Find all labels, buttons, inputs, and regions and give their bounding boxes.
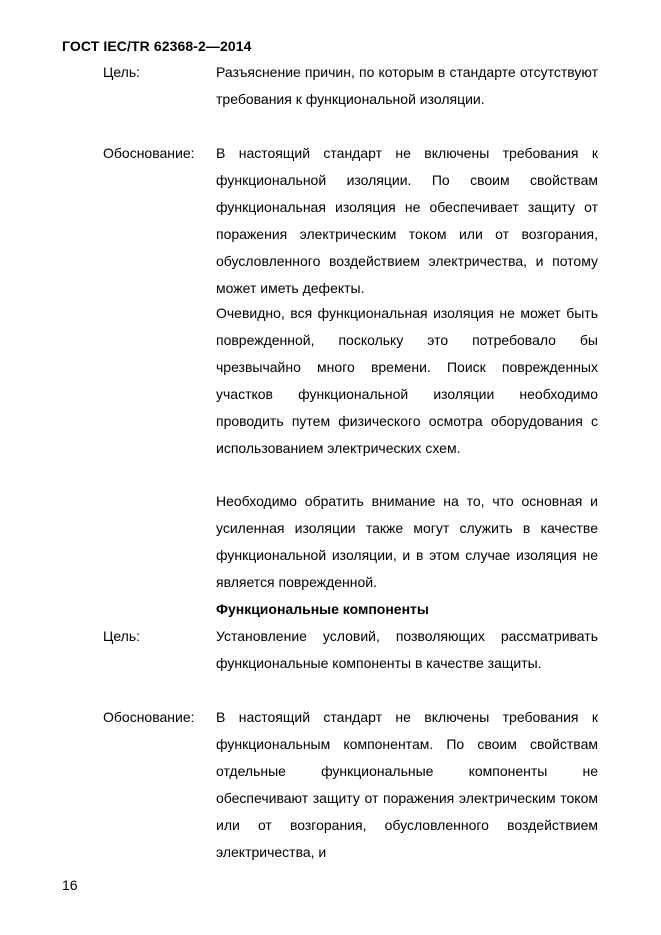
document-header: ГОСТ IEC/TR 62368-2—2014 [62, 38, 252, 54]
goal-text: Разъяснение причин, по которым в стандарте отсутствуют требования к функциональной изоляции. [216, 64, 598, 107]
rationale-paragraph: В настоящий стандарт не включены требования к функциональной изоляции. По своим свойствам функциональная изоляция не обеспечивает защиту от поражения электрическим током или от возгорания, обусловленного воздействием электричества, и потому может иметь дефекты. [216, 145, 598, 296]
section-heading: Функциональные компоненты [216, 601, 429, 617]
goal-label: Цель: [103, 628, 141, 644]
page-number: 16 [62, 877, 78, 893]
rationale-label: Обоснование: [103, 709, 195, 725]
rationale-label: Обоснование: [103, 145, 195, 161]
rationale-paragraph: Необходимо обратить внимание на то, что основная и усиленная изоляции также могут служить в качестве функциональной изоляции, и в этом случае изоляция не является поврежденной. [216, 493, 598, 590]
rationale-paragraph: В настоящий стандарт не включены требования к функциональным компонентам. По своим свойствам отдельные функциональные компоненты не обеспечивают защиту от поражения электрическим током или от возгорания, обусловленного воздействием электричества, и [216, 709, 598, 860]
goal-text: Установление условий, позволяющих рассматривать функциональные компоненты в качестве защиты. [216, 628, 598, 671]
rationale-paragraph: Очевидно, вся функциональная изоляция не может быть поврежденной, поскольку это потребовало бы чрезвычайно много времени. Поиск поврежденных участков функциональной изоляции необходимо проводить путем физического осмотра оборудования с использованием электрических схем. [216, 305, 598, 456]
goal-label: Цель: [103, 64, 141, 80]
